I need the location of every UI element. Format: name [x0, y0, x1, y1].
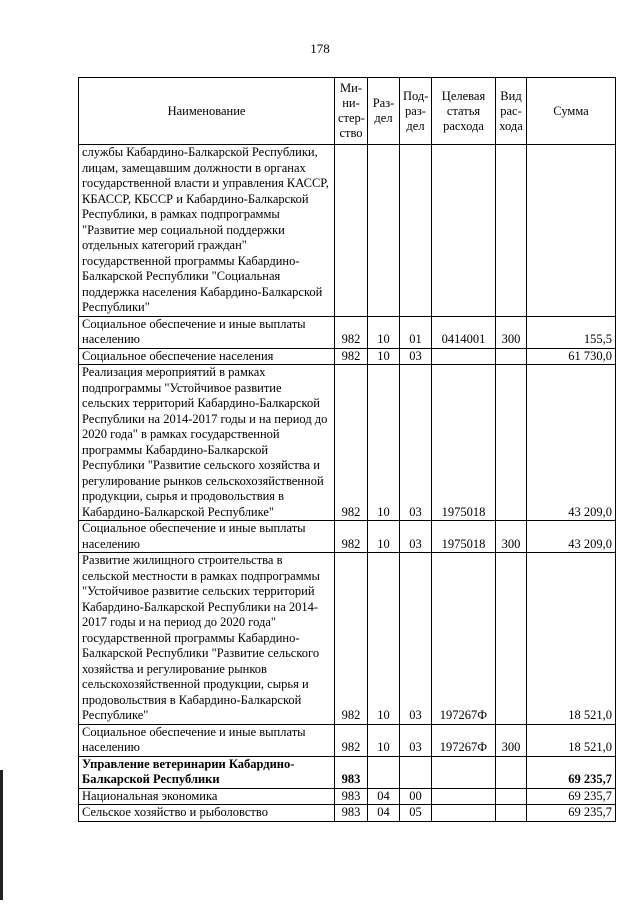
cell-name: Социальное обеспечение населения: [79, 348, 335, 365]
cell-amount: 69 235,7: [527, 805, 616, 822]
cell-ministry: 982: [335, 316, 368, 348]
cell-target: 197267Ф: [432, 553, 496, 725]
table-row: [79, 365, 616, 521]
table-row: [79, 348, 616, 365]
cell-amount: 61 730,0: [527, 348, 616, 365]
cell-ministry: 982: [335, 348, 368, 365]
cell-amount: 43 209,0: [527, 365, 616, 521]
cell-target: 1975018: [432, 521, 496, 553]
cell-subsection: 00: [400, 788, 432, 805]
header-subsection: Под- раз- дел: [400, 78, 432, 145]
cell-expense-type: [496, 348, 527, 365]
cell-target: [432, 756, 496, 788]
cell-target: [432, 145, 496, 317]
table-row: [79, 805, 616, 822]
cell-section: 10: [368, 348, 400, 365]
cell-name: Сельское хозяйство и рыболовство: [79, 805, 335, 822]
cell-expense-type: [496, 756, 527, 788]
cell-section: 10: [368, 553, 400, 725]
cell-amount: 43 209,0: [527, 521, 616, 553]
cell-subsection: 03: [400, 724, 432, 756]
cell-section: [368, 756, 400, 788]
scan-margin-mark: [0, 770, 3, 900]
cell-target: 197267Ф: [432, 724, 496, 756]
cell-subsection: 03: [400, 348, 432, 365]
cell-expense-type: [496, 553, 527, 725]
cell-name: Социальное обеспечение и иные выплаты населению: [79, 521, 335, 553]
cell-ministry: 983: [335, 756, 368, 788]
cell-name: Социальное обеспечение и иные выплаты населению: [79, 316, 335, 348]
cell-subsection: 03: [400, 365, 432, 521]
cell-ministry: 983: [335, 805, 368, 822]
cell-amount: 18 521,0: [527, 724, 616, 756]
cell-section: 10: [368, 724, 400, 756]
cell-target: [432, 805, 496, 822]
cell-name: Развитие жилищного строительства в сельской местности в рамках подпрограммы "Устойчивое развитие сельских территорий Кабардино-Балкарской Республики на 2014-2017 годы и на период до 2020 года" государственной программы Кабардино-Балкарской Республики "Развитие сельского хозяйства и регулирование рынков сельскохозяйственной продукции, сырья и продовольствия в Кабардино-Балкарской Республике": [79, 553, 335, 725]
cell-expense-type: [496, 805, 527, 822]
header-target: Целевая статья расхода: [432, 78, 496, 145]
table-row: [79, 788, 616, 805]
cell-expense-type: [496, 365, 527, 521]
table-row: [79, 145, 616, 317]
cell-expense-type: 300: [496, 316, 527, 348]
cell-name: службы Кабардино-Балкарской Республики, лицам, замещавшим должности в органах государственной власти и управления КАССР, КБАССР, КБССР и Кабардино-Балкарской Республики, в рамках подпрограммы "Развитие мер социальной поддержки отдельных категорий граждан" государственной программы Кабардино-Балкарской Республики "Социальная поддержка населения Кабардино-Балкарской Республики": [79, 145, 335, 317]
table-row: [79, 553, 616, 725]
table-row: [79, 521, 616, 553]
cell-section: 10: [368, 521, 400, 553]
cell-ministry: 983: [335, 788, 368, 805]
header-expense-type: Вид рас- хода: [496, 78, 527, 145]
cell-amount: 69 235,7: [527, 756, 616, 788]
cell-ministry: [335, 145, 368, 317]
cell-section: [368, 145, 400, 317]
table-body: [79, 145, 616, 822]
cell-name: Национальная экономика: [79, 788, 335, 805]
cell-subsection: 03: [400, 553, 432, 725]
cell-ministry: 982: [335, 724, 368, 756]
cell-ministry: 982: [335, 521, 368, 553]
cell-amount: 155,5: [527, 316, 616, 348]
cell-subsection: [400, 756, 432, 788]
table-row: [79, 724, 616, 756]
header-name: Наименование: [79, 78, 335, 145]
cell-subsection: [400, 145, 432, 317]
header-section: Раз- дел: [368, 78, 400, 145]
table-row: [79, 316, 616, 348]
cell-name: Социальное обеспечение и иные выплаты населению: [79, 724, 335, 756]
cell-subsection: 01: [400, 316, 432, 348]
page-number: 178: [310, 41, 330, 56]
cell-section: 04: [368, 788, 400, 805]
header-ministry: Ми- ни- стер- ство: [335, 78, 368, 145]
table-row: [79, 756, 616, 788]
cell-section: 10: [368, 365, 400, 521]
cell-expense-type: 300: [496, 521, 527, 553]
cell-name: Управление ветеринарии Кабардино-Балкарской Республики: [79, 756, 335, 788]
cell-target: 1975018: [432, 365, 496, 521]
cell-target: [432, 788, 496, 805]
cell-target: 0414001: [432, 316, 496, 348]
cell-ministry: 982: [335, 553, 368, 725]
cell-amount: 69 235,7: [527, 788, 616, 805]
cell-target: [432, 348, 496, 365]
budget-table: [78, 77, 616, 822]
table-header: [79, 78, 616, 145]
cell-expense-type: [496, 145, 527, 317]
cell-section: 10: [368, 316, 400, 348]
cell-expense-type: 300: [496, 724, 527, 756]
cell-amount: [527, 145, 616, 317]
cell-expense-type: [496, 788, 527, 805]
cell-subsection: 03: [400, 521, 432, 553]
cell-ministry: 982: [335, 365, 368, 521]
header-amount: Сумма: [527, 78, 616, 145]
cell-amount: 18 521,0: [527, 553, 616, 725]
cell-subsection: 05: [400, 805, 432, 822]
cell-section: 04: [368, 805, 400, 822]
cell-name: Реализация мероприятий в рамках подпрограммы "Устойчивое развитие сельских территорий Кабардино-Балкарской Республики на 2014-2017 годы и на период до 2020 года" в рамках государственной программы Кабардино-Балкарской Республики "Развитие сельского хозяйства и регулирование рынков сельскохозяйственной продукции, сырья и продовольствия в Кабардино-Балкарской Республике": [79, 365, 335, 521]
